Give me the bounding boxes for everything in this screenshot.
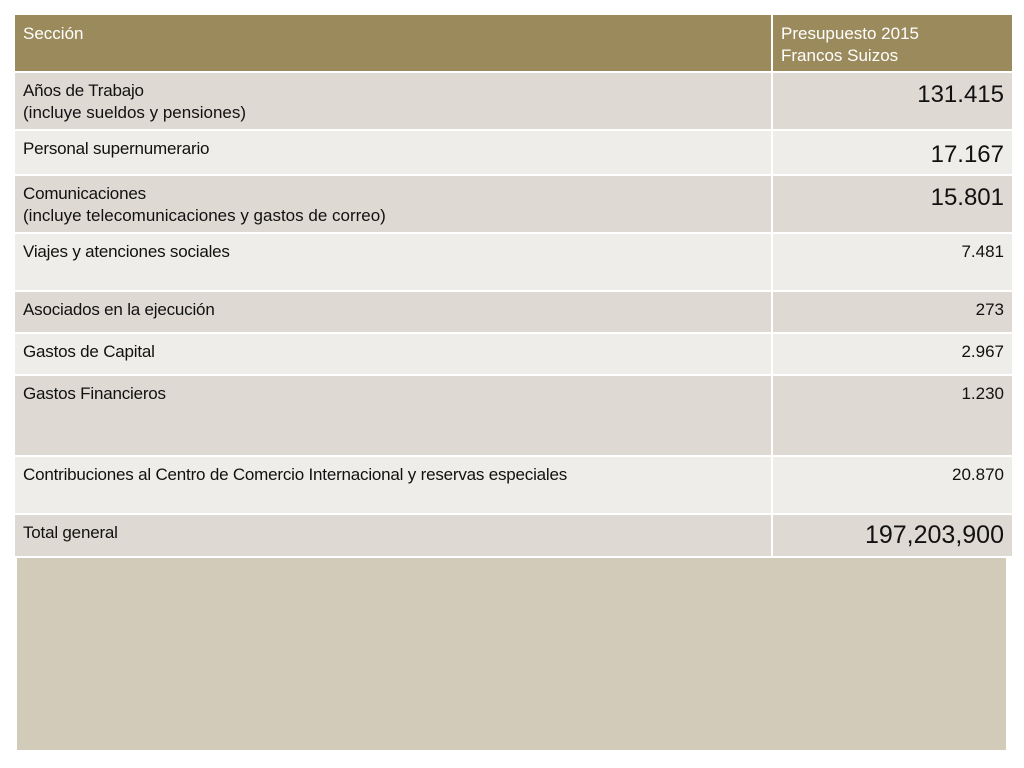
row-value: 17.167 (930, 141, 1004, 168)
table-row (14, 72, 1013, 130)
row-value: 273 (975, 300, 1004, 319)
row-label: Comunicaciones (23, 184, 146, 203)
row-value-cell (772, 375, 1013, 456)
row-sublabel: (incluye telecomunicaciones y gastos de correo) (23, 206, 386, 225)
row-value: 15.801 (930, 184, 1004, 211)
row-label: Personal supernumerario (23, 139, 210, 158)
header-budget: Presupuesto 2015 Francos Suizos (772, 14, 1013, 72)
row-label: Asociados en la ejecución (23, 300, 215, 319)
row-value-cell (772, 72, 1013, 130)
row-label-cell (14, 130, 772, 175)
row-value-cell (772, 291, 1013, 333)
row-value: 2.967 (961, 342, 1004, 361)
row-value: 1.230 (961, 384, 1004, 403)
table-row-total (14, 514, 1013, 557)
table-row (14, 291, 1013, 333)
row-value: 7.481 (961, 242, 1004, 261)
budget-table (13, 13, 1014, 558)
header-row (14, 14, 1013, 72)
row-value-cell (772, 456, 1013, 514)
table-row (14, 333, 1013, 375)
background-panel (17, 548, 1006, 750)
row-value-cell (772, 233, 1013, 291)
row-value-cell (772, 175, 1013, 233)
row-label: Contribuciones al Centro de Comercio Internacional y reservas especiales (23, 465, 568, 484)
header-section: Sección (14, 14, 772, 72)
row-label: Viajes y atenciones sociales (23, 242, 230, 261)
table-row (14, 456, 1013, 514)
row-label: Gastos de Capital (23, 342, 155, 361)
row-label-cell (14, 72, 772, 130)
table-row (14, 130, 1013, 175)
row-label-cell (14, 291, 772, 333)
row-value: 131.415 (917, 81, 1004, 108)
row-label-cell (14, 456, 772, 514)
row-value: 20.870 (952, 465, 1004, 484)
total-value: 197,203,900 (864, 521, 1004, 549)
row-label-cell (14, 233, 772, 291)
row-label-cell (14, 375, 772, 456)
row-label-cell (14, 333, 772, 375)
table-row (14, 175, 1013, 233)
row-sublabel: (incluye sueldos y pensiones) (23, 103, 247, 122)
row-label: Total general (23, 523, 118, 542)
row-value-cell (772, 130, 1013, 175)
table-row (14, 375, 1013, 456)
row-label-cell (14, 175, 772, 233)
row-label-cell (14, 514, 772, 557)
table-row (14, 233, 1013, 291)
row-value-cell (772, 333, 1013, 375)
row-label: Gastos Financieros (23, 384, 166, 403)
row-value-cell (772, 514, 1013, 557)
row-label: Años de Trabajo (23, 81, 144, 100)
